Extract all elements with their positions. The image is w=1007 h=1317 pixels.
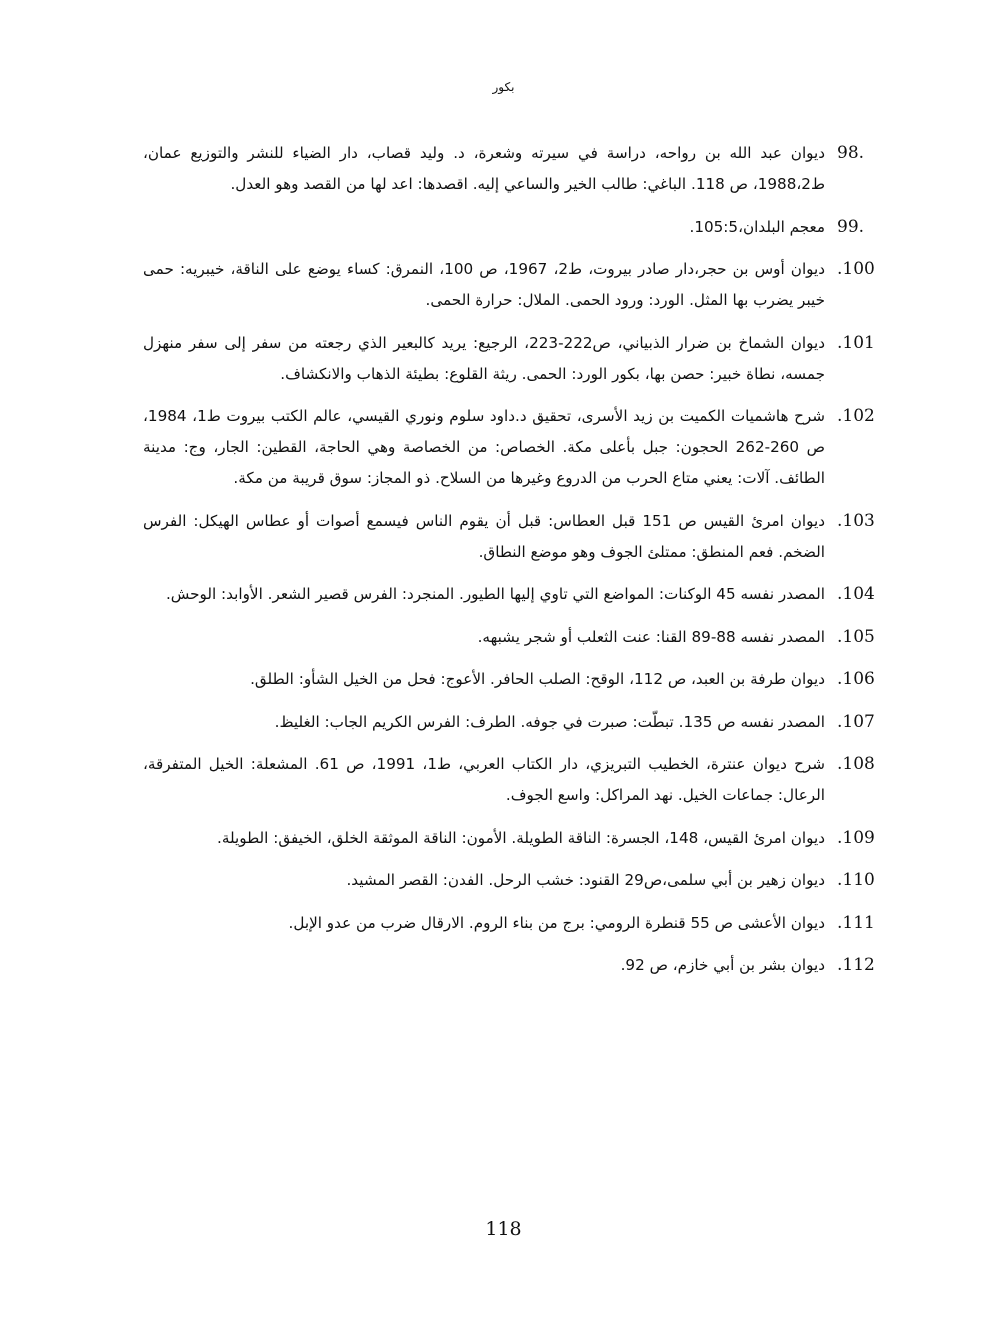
endnote: [143, 664, 885, 695]
endnote-text: المصدر نفسه ص 135. تبطّت: صبرت في جوفه. الطرف: الفرس الكريم الجاب: الغليظ.: [274, 712, 825, 731]
endnote-text: معجم البلدان،105:5.: [689, 217, 825, 236]
endnote: [143, 401, 885, 494]
endnote: [143, 865, 885, 896]
endnote-number: .103: [837, 510, 875, 531]
endnote: [143, 707, 885, 738]
endnote-text: المصدر نفسه 45 الوكنات: المواضع التي تاوي إليها الطيور. المنجرد: الفرس قصير الشعر. الأوابد: الوحش.: [165, 585, 825, 603]
endnote-text: ديوان زهير بن أبي سلمى،ص29 القنود: خشب الرحل. الفدن: القصر المشيد.: [346, 871, 825, 889]
endnote: [143, 622, 885, 653]
endnote-text: ديوان طرفة بن العبد، ص 112، الوقح: الصلب الحافر. الأعوج: فحل من الخيل الشأو: الطلق.: [250, 670, 825, 688]
endnote-text: ديوان امرئ القيس، 148، الجسرة: الناقة الطويلة. الأمون: الناقة الموثقة الخلق، الخيفق: الطويلة.: [217, 828, 825, 847]
running-header: بكور: [492, 80, 515, 94]
endnote: [143, 950, 885, 981]
endnote-number: .106: [837, 669, 875, 689]
endnote: [143, 579, 885, 610]
endnote-number: .111: [837, 912, 875, 933]
endnote: [143, 506, 885, 568]
endnote: [143, 328, 885, 390]
endnote: [143, 749, 885, 811]
endnote-text: ديوان الأعشى ص 55 قنطرة الرومي: برج من بناء الروم. الارقال ضرب من عدو الإبل.: [288, 913, 825, 932]
endnotes-list: [143, 138, 885, 993]
endnote-text: ديوان امرئ القيس ص 151 قبل العطاس: قبل أن يقوم الناس فيسمع أصوات أو عطاس الهيكل: الفرس الضخم. فعم المنطق: ممتلئ الجوف وهو موضع النطاق.: [143, 511, 825, 561]
endnote-number: 99.: [837, 216, 865, 237]
endnote-number: .108: [837, 754, 875, 774]
endnote-number: .107: [837, 711, 875, 732]
endnote-text: المصدر نفسه 88-89 القنا: عنت الثعلب أو شجر يشبهه.: [477, 627, 825, 646]
endnote-number: .101: [837, 332, 875, 353]
endnote-number: .104: [837, 584, 875, 604]
endnote: [143, 908, 885, 939]
endnote-text: ديوان بشر بن أبي خازم، ص 92.: [620, 956, 825, 974]
endnote-text: ديوان عبد الله بن رواحه، دراسة في سيرته وشعرة، د. وليد قصاب، دار الضياء للنشر والتوزيع عمان، ط1988،2، ص 118. الباغي: طالب الخير والساعي إليه. اقصدها: اعد لها من القصد وهو العدل.: [143, 144, 825, 193]
endnote-text: ديوان أوس بن حجر،دار صادر بيروت، ط2، 1967، ص 100، النمرق: كساء يوضع على الناقة، خيبريه: حمى خيبر يضرب بها المثل. الورد: ورود الحمى. الملال: حرارة الحمى.: [143, 260, 825, 309]
endnote: [143, 138, 885, 200]
endnote-number: .112: [837, 955, 875, 975]
endnote: [143, 254, 885, 316]
endnote-text: ديوان الشماخ بن ضرار الذبياني، ص222-223، الرجيع: يريد كالبعير الذي رجعته من سفر إلى سفر منهزل جمسه، نطاة خبير: حصن بها، بكور الورد: الحمى. ريثة القلوع: بطيئة الذهاب والانكشاف.: [143, 333, 825, 383]
endnote-number: .105: [837, 626, 875, 647]
endnote: [143, 212, 885, 243]
endnote-number: .100: [837, 259, 875, 279]
page-number: 118: [485, 1218, 522, 1240]
endnote-number: 98.: [837, 143, 865, 163]
endnote-number: .109: [837, 827, 875, 848]
endnote-number: .110: [837, 870, 875, 890]
endnote-number: .102: [837, 406, 875, 426]
endnote-text: شرح هاشميات الكميت بن زيد الأسرى، تحقيق د.داود سلوم ونوري القيسي، عالم الكتب بيروت ط1، 1984، ص 260-262 الحجون: جبل بأعلى مكة. الخصاص: من الخصاصة وهي الحاجة، القطين: الجار، وج: مدينة الطائف. آلات: يعني متاع الحرب من الدروع وغيرها من السلاح. ذو المجاز: سوق قريبة من مكة.: [143, 407, 825, 487]
endnote: [143, 823, 885, 854]
endnote-text: شرح ديوان عنترة، الخطيب التبريزي، دار الكتاب العربي، ط1، 1991، ص 61. المشعلة: الخيل المتفرقة، الرعال: جماعات الخيل. نهد المراكل: واسع الجوف.: [143, 755, 826, 804]
